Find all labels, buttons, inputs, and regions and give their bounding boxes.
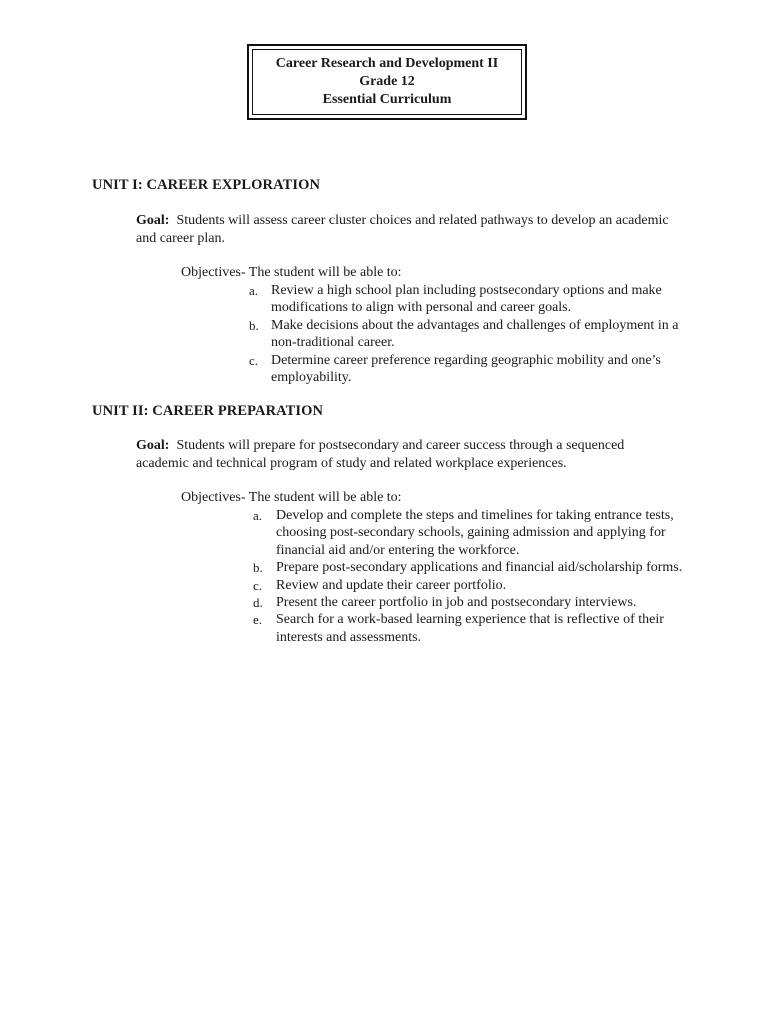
course-title: Career Research and Development II bbox=[275, 56, 499, 71]
unit-1-goal bbox=[136, 212, 676, 247]
grade-label: Grade 12 bbox=[359, 74, 415, 89]
curriculum-label: Essential Curriculum bbox=[322, 92, 452, 107]
list-item-text: Search for a work-based learning experience that is reflective of their interests and assessments. bbox=[276, 612, 664, 645]
list-item bbox=[253, 611, 683, 646]
unit-1-objectives-intro: Objectives- The student will be able to: bbox=[181, 265, 402, 280]
list-item bbox=[253, 507, 683, 559]
unit-2-heading: UNIT II: CAREER PREPARATION bbox=[92, 403, 324, 419]
unit-2-goal bbox=[136, 437, 676, 472]
list-item-text: Determine career preference regarding geographic mobility and one’s employability. bbox=[271, 352, 661, 386]
title-box-inner bbox=[252, 49, 522, 115]
unit-1-objectives-list bbox=[249, 282, 679, 386]
list-item bbox=[253, 577, 683, 594]
list-item-text: Review a high school plan including postsecondary options and make modifications to align with personal and career goals. bbox=[271, 283, 662, 316]
list-item-letter: b. bbox=[249, 317, 259, 333]
list-item-text: Review and update their career portfolio. bbox=[276, 577, 507, 593]
list-item-text: Present the career portfolio in job and postsecondary interviews. bbox=[276, 595, 637, 611]
unit-1-goal-label: Goal: bbox=[136, 213, 170, 228]
list-item bbox=[249, 282, 679, 317]
list-item-letter: a. bbox=[253, 508, 263, 523]
list-item-letter: e. bbox=[253, 612, 263, 628]
list-item bbox=[249, 317, 679, 352]
unit-2-objectives-intro: Objectives- The student will be able to: bbox=[181, 490, 402, 505]
list-item-letter: b. bbox=[253, 560, 263, 576]
title-box bbox=[247, 44, 527, 120]
list-item-letter: c. bbox=[253, 577, 263, 593]
list-item-text: Prepare post-secondary applications and financial aid/scholarship forms. bbox=[276, 560, 683, 576]
list-item bbox=[253, 559, 683, 576]
list-item-text: Make decisions about the advantages and challenges of employment in a non-traditional career. bbox=[271, 317, 679, 351]
unit-2-goal-text: Students will prepare for postsecondary and career success through a sequenced academic and technical program of study and related workplace experiences. bbox=[136, 438, 625, 471]
unit-1-goal-text: Students will assess career cluster choices and related pathways to develop an academic and career plan. bbox=[136, 213, 669, 246]
unit-1-heading: UNIT I: CAREER EXPLORATION bbox=[92, 177, 321, 193]
list-item-letter: a. bbox=[249, 283, 259, 298]
list-item-letter: d. bbox=[253, 595, 263, 611]
unit-2-goal-label: Goal: bbox=[136, 438, 170, 453]
list-item bbox=[249, 352, 679, 387]
unit-2-objectives-list bbox=[253, 507, 683, 646]
list-item-letter: c. bbox=[249, 352, 259, 368]
list-item-text: Develop and complete the steps and timelines for taking entrance tests, choosing post-secondary schools, gaining admission and applying for financial aid and/or entering the workforce. bbox=[276, 508, 674, 558]
list-item bbox=[253, 594, 683, 611]
